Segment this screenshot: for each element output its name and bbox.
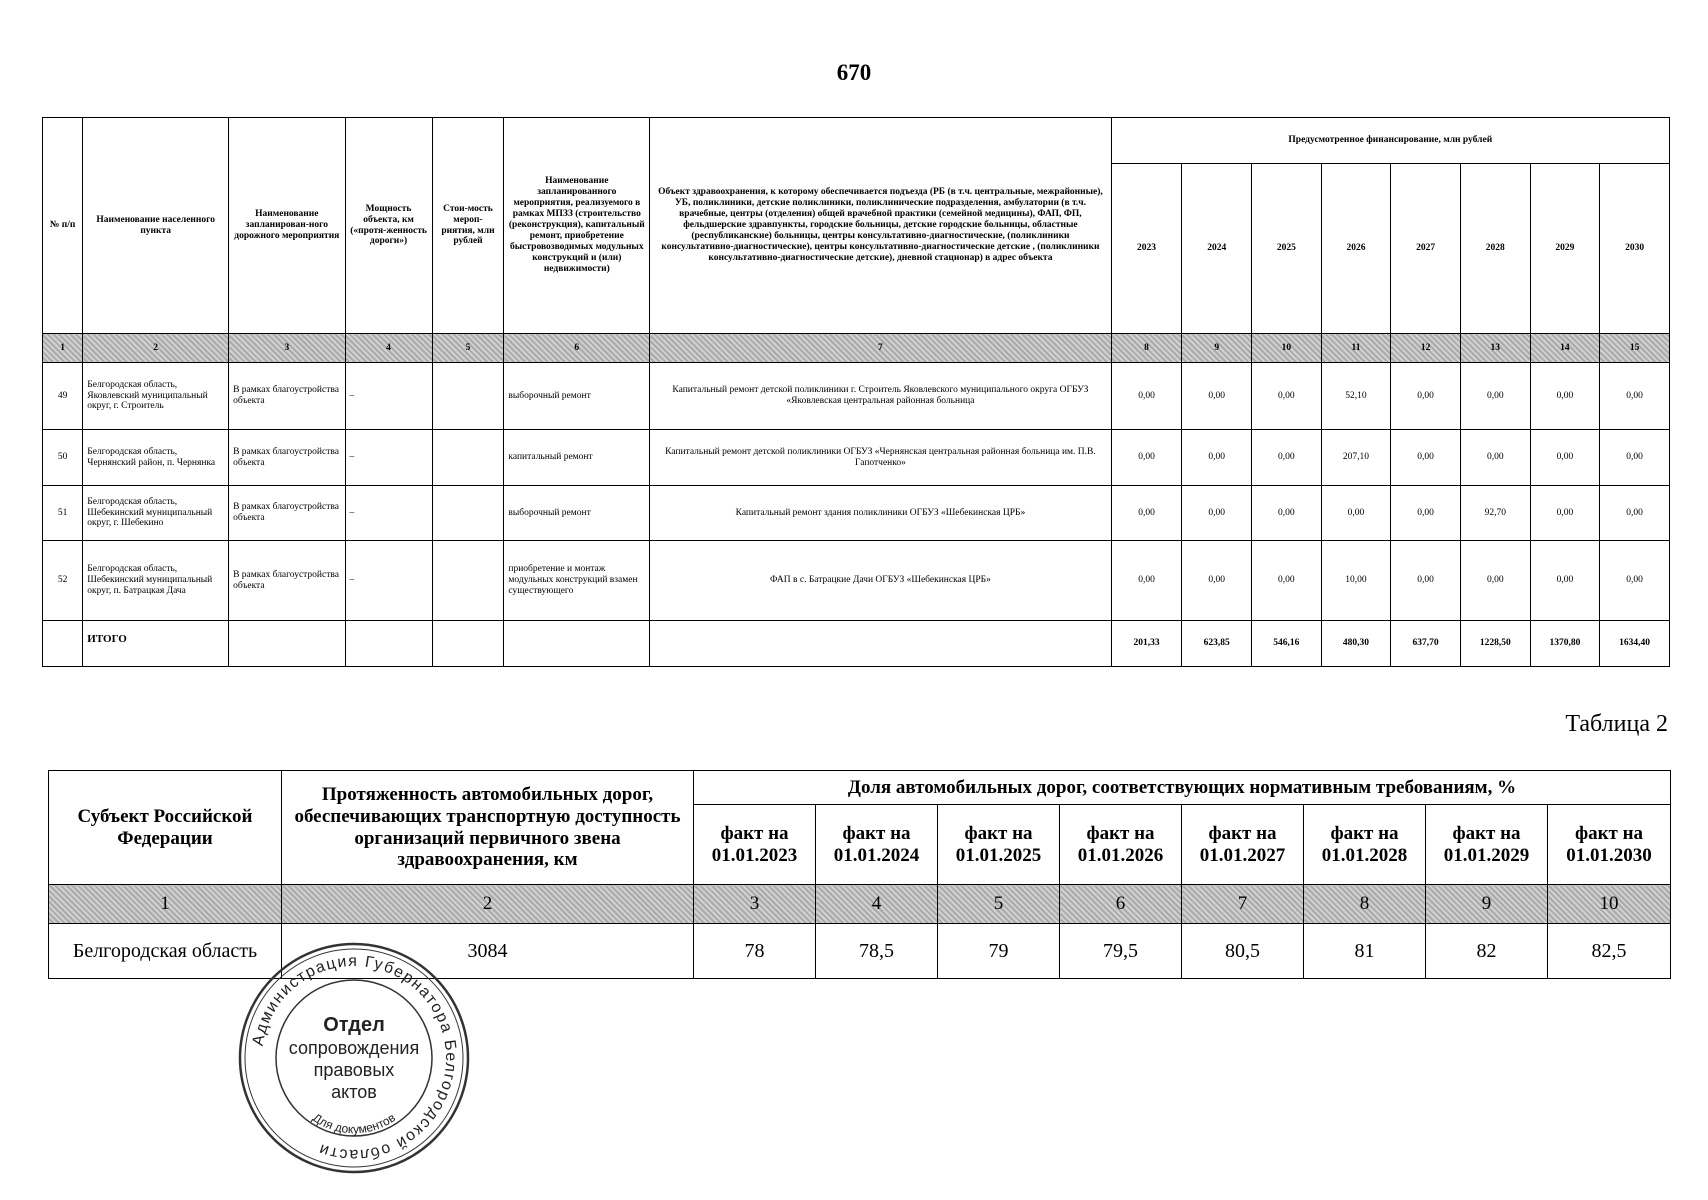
header-year: 2023 (1111, 164, 1182, 334)
row-value: 0,00 (1460, 541, 1530, 621)
header-year: 2030 (1600, 164, 1670, 334)
row-road-event: В рамках благоустройства объекта (229, 541, 345, 621)
row-value: 0,00 (1391, 486, 1461, 541)
header-year: 2024 (1182, 164, 1252, 334)
column-number: 3 (229, 334, 345, 363)
row-road-event: В рамках благоустройства объекта (229, 430, 345, 486)
column-number: 1 (49, 885, 282, 924)
table2-caption: Таблица 2 (1565, 711, 1668, 737)
row-value: 0,00 (1600, 363, 1670, 430)
header-fact: факт на 01.01.2028 (1304, 805, 1426, 885)
header-fact: факт на 01.01.2029 (1426, 805, 1548, 885)
row-value: 0,00 (1252, 486, 1322, 541)
header-year: 2025 (1252, 164, 1322, 334)
header-financing: Предусмотренное финансирование, млн рублей (1111, 118, 1669, 164)
table-row (43, 541, 1670, 621)
row-cost (432, 486, 504, 541)
row-facility: Капитальный ремонт детской поликлиники г. Строитель Яковлевского муниципального округа ОГБУЗ «Яковлевская центральная районная больница (650, 363, 1111, 430)
stamp-center (236, 940, 472, 1176)
total-empty (345, 621, 432, 667)
header-year: 2027 (1391, 164, 1461, 334)
row-value: 0,00 (1111, 486, 1182, 541)
header-settlement: Наименование населенного пункта (83, 118, 229, 334)
row-value: 0,00 (1182, 486, 1252, 541)
row-value: 207,10 (1321, 430, 1391, 486)
column-number: 7 (650, 334, 1111, 363)
column-number: 6 (504, 334, 650, 363)
row-value: 0,00 (1530, 541, 1600, 621)
row-road-event: В рамках благоустройства объекта (229, 363, 345, 430)
financing-table (42, 117, 1670, 667)
column-number: 2 (83, 334, 229, 363)
row-value: 0,00 (1111, 430, 1182, 486)
row-num: 52 (43, 541, 83, 621)
page-number: 670 (836, 60, 872, 85)
header-fact: факт на 01.01.2023 (694, 805, 816, 885)
row-value: 0,00 (1252, 363, 1322, 430)
column-number: 9 (1426, 885, 1548, 924)
total-value: 201,33 (1111, 621, 1182, 667)
row-value: 0,00 (1460, 363, 1530, 430)
row-num: 51 (43, 486, 83, 541)
header-fact: факт на 01.01.2030 (1548, 805, 1671, 885)
row-value: 52,10 (1321, 363, 1391, 430)
row-value: 0,00 (1182, 541, 1252, 621)
row-value: 10,00 (1321, 541, 1391, 621)
stamp-line: актов (331, 1082, 377, 1102)
row-value: 0,00 (1182, 363, 1252, 430)
header-mpzz-event: Наименование запланированного мероприятия, реализуемого в рамках МПЗЗ (строительство (реконструкция), капитальный ремонт, приобретение быстровозводимых модульных конструкций и (или) недвижимости) (504, 118, 650, 334)
header-year: 2026 (1321, 164, 1391, 334)
total-empty (432, 621, 504, 667)
row-share: 79 (938, 924, 1060, 979)
table-row (43, 363, 1670, 430)
row-share: 82,5 (1548, 924, 1671, 979)
row-road-event: В рамках благоустройства объекта (229, 486, 345, 541)
row-capacity: – (345, 486, 432, 541)
row-settlement: Белгородская область, Яковлевский муниципальный округ, г. Строитель (83, 363, 229, 430)
row-capacity: – (345, 541, 432, 621)
header-fact: факт на 01.01.2027 (1182, 805, 1304, 885)
table-row (43, 430, 1670, 486)
row-mpzz-event: выборочный ремонт (504, 363, 650, 430)
header-fact: факт на 01.01.2026 (1060, 805, 1182, 885)
row-settlement: Белгородская область, Чернянский район, п. Чернянка (83, 430, 229, 486)
header-num: № п/п (43, 118, 83, 334)
row-share: 80,5 (1182, 924, 1304, 979)
header-length: Протяженность автомобильных дорог, обеспечивающих транспортную доступность организаций первичного звена здравоохранения, км (282, 771, 694, 885)
row-mpzz-event: приобретение и монтаж модульных конструкций взамен существующего (504, 541, 650, 621)
row-value: 0,00 (1252, 541, 1322, 621)
row-value: 0,00 (1530, 363, 1600, 430)
row-value: 0,00 (1530, 430, 1600, 486)
column-number: 15 (1600, 334, 1670, 363)
column-number: 8 (1304, 885, 1426, 924)
total-value: 1370,80 (1530, 621, 1600, 667)
column-number: 10 (1548, 885, 1671, 924)
total-empty (229, 621, 345, 667)
row-value: 0,00 (1111, 363, 1182, 430)
header-facility: Объект здравоохранения, к которому обеспечивается подъезда (РБ (в т.ч. центральные, межрайонные), УБ, поликлиники, детские поликлиники, поликлинические подразделения, амбулатории (в т.ч. врачебные, центры (отделения) общей врачебной практики (семейной медицины), ФАП, ФП, фельдшерские здравпункты, городские больницы, детские городские больницы, областные (республиканские) больницы, центры консультативно-диагностические, (поликлиники консультативно-диагностические), центры консультативно-диагностические детские , (поликлиники консультативно-диагностические детские), дневной стационар) в адрес объекта (650, 118, 1111, 334)
column-number: 5 (432, 334, 504, 363)
total-empty (650, 621, 1111, 667)
total-value: 637,70 (1391, 621, 1461, 667)
column-number: 3 (694, 885, 816, 924)
total-value: 1228,50 (1460, 621, 1530, 667)
total-value: 623,85 (1182, 621, 1252, 667)
row-cost (432, 430, 504, 486)
total-value: 480,30 (1321, 621, 1391, 667)
row-capacity: – (345, 363, 432, 430)
total-value: 546,16 (1252, 621, 1322, 667)
column-number: 5 (938, 885, 1060, 924)
column-number: 9 (1182, 334, 1252, 363)
total-value: 1634,40 (1600, 621, 1670, 667)
row-share: 79,5 (1060, 924, 1182, 979)
table-row (43, 486, 1670, 541)
row-value: 0,00 (1600, 430, 1670, 486)
row-subject: Белгородская область (49, 924, 282, 979)
row-value: 0,00 (1600, 486, 1670, 541)
row-facility: Капитальный ремонт детской поликлиники ОГБУЗ «Чернянская центральная районная больница им. П.В. Гапотченко» (650, 430, 1111, 486)
column-number: 4 (816, 885, 938, 924)
row-capacity: – (345, 430, 432, 486)
stamp-line: правовых (313, 1060, 395, 1080)
stamp-bottom-text: Для документов (310, 1110, 398, 1137)
header-capacity: Мощность объекта, км («протя-женность дороги») (345, 118, 432, 334)
row-value: 0,00 (1391, 363, 1461, 430)
row-value: 0,00 (1391, 430, 1461, 486)
row-value: 0,00 (1111, 541, 1182, 621)
row-facility: ФАП в с. Батрацкие Дачи ОГБУЗ «Шебекинская ЦРБ» (650, 541, 1111, 621)
row-value: 0,00 (1530, 486, 1600, 541)
header-fact: факт на 01.01.2025 (938, 805, 1060, 885)
header-year: 2029 (1530, 164, 1600, 334)
row-value: 0,00 (1321, 486, 1391, 541)
row-cost (432, 541, 504, 621)
header-cost: Стои-мость мероп-риятия, млн рублей (432, 118, 504, 334)
row-value: 92,70 (1460, 486, 1530, 541)
column-number: 11 (1321, 334, 1391, 363)
header-subject: Субъект Российской Федерации (49, 771, 282, 885)
header-year: 2028 (1460, 164, 1530, 334)
row-num: 49 (43, 363, 83, 430)
stamp-ring-text: Администрация Губернатора Белгородской области (249, 952, 460, 1164)
header-share: Доля автомобильных дорог, соответствующих нормативным требованиям, % (694, 771, 1671, 805)
row-facility: Капитальный ремонт здания поликлиники ОГБУЗ «Шебекинская ЦРБ» (650, 486, 1111, 541)
total-empty (504, 621, 650, 667)
row-value: 0,00 (1391, 541, 1461, 621)
official-stamp (236, 940, 472, 1176)
column-number: 13 (1460, 334, 1530, 363)
column-number: 10 (1252, 334, 1322, 363)
column-numbers-row (49, 885, 1671, 924)
row-share: 78 (694, 924, 816, 979)
row-mpzz-event: капитальный ремонт (504, 430, 650, 486)
column-number: 4 (345, 334, 432, 363)
header-road-event: Наименование запланирован-ного дорожного мероприятия (229, 118, 345, 334)
column-numbers-row (43, 334, 1670, 363)
row-settlement: Белгородская область, Шебекинский муниципальный округ, п. Батрацкая Дача (83, 541, 229, 621)
row-value: 0,00 (1252, 430, 1322, 486)
row-value: 0,00 (1182, 430, 1252, 486)
column-number: 2 (282, 885, 694, 924)
row-value: 0,00 (1600, 541, 1670, 621)
header-fact: факт на 01.01.2024 (816, 805, 938, 885)
column-number: 14 (1530, 334, 1600, 363)
row-value: 0,00 (1460, 430, 1530, 486)
row-share: 81 (1304, 924, 1426, 979)
stamp-line: Отдел (323, 1014, 385, 1036)
stamp-line: сопровождения (288, 1038, 420, 1058)
row-share: 78,5 (816, 924, 938, 979)
row-length: 3084 (282, 924, 694, 979)
row-num: 50 (43, 430, 83, 486)
column-number: 12 (1391, 334, 1461, 363)
row-settlement: Белгородская область, Шебекинский муниципальный округ, г. Шебекино (83, 486, 229, 541)
row-cost (432, 363, 504, 430)
column-number: 8 (1111, 334, 1182, 363)
column-number: 6 (1060, 885, 1182, 924)
column-number: 1 (43, 334, 83, 363)
total-empty (43, 621, 83, 667)
total-label: ИТОГО (83, 621, 229, 667)
total-row (43, 621, 1670, 667)
row-mpzz-event: выборочный ремонт (504, 486, 650, 541)
row-share: 82 (1426, 924, 1548, 979)
column-number: 7 (1182, 885, 1304, 924)
